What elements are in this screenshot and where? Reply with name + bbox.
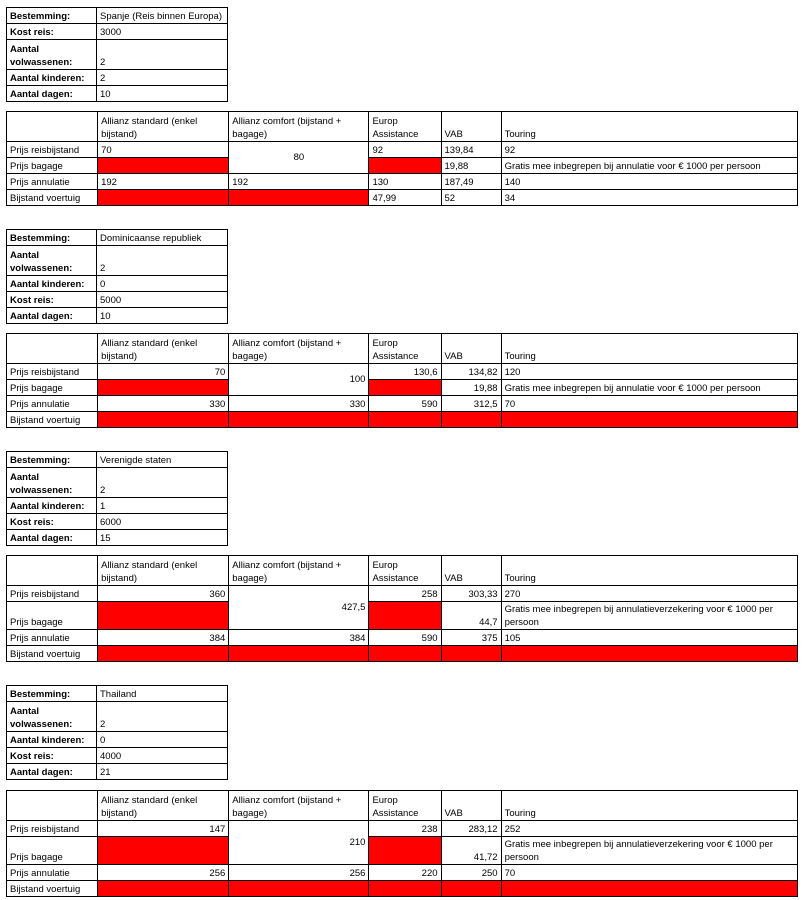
row-label-reisbijstand: Prijs reisbijstand	[7, 821, 98, 837]
cell-touring-voertuig: 34	[501, 190, 797, 206]
adults-label: Aantal volwassenen:	[7, 246, 97, 276]
destination-label: Bestemming:	[7, 8, 97, 24]
row-label-voertuig: Bijstand voertuig	[7, 646, 98, 662]
cell-not-available	[229, 646, 369, 662]
row-label-bagage: Prijs bagage	[7, 602, 98, 630]
cost-value: 4000	[97, 748, 228, 764]
days-value: 21	[97, 764, 228, 780]
cost-value: 3000	[97, 24, 228, 40]
row-label-annulatie: Prijs annulatie	[7, 630, 98, 646]
header-allianz-standard: Allianz standard (enkel bijstand)	[98, 556, 229, 586]
cell-not-available	[229, 881, 369, 897]
trip-3-comparison-table	[6, 555, 798, 662]
adults-label: Aantal volwassenen:	[7, 468, 97, 498]
header-europ-assistance: Europ Assistance	[369, 112, 441, 142]
adults-label: Aantal volwassenen:	[7, 702, 97, 732]
cell-vab-reisbijstand: 134,82	[441, 364, 501, 380]
destination-label: Bestemming:	[7, 686, 97, 702]
cell-vab-annulatie: 312,5	[441, 396, 501, 412]
cell-allianz-comfort-annulatie: 384	[229, 630, 369, 646]
header-allianz-comfort: Allianz comfort (bijstand + bagage)	[229, 556, 369, 586]
header-allianz-standard: Allianz standard (enkel bijstand)	[98, 112, 229, 142]
cell-not-available	[441, 881, 501, 897]
cell-touring-reisbijstand: 92	[501, 142, 797, 158]
days-label: Aantal dagen:	[7, 764, 97, 780]
adults-label: Aantal volwassenen:	[7, 40, 97, 70]
cell-touring-reisbijstand: 120	[501, 364, 797, 380]
cell-touring-bagage: Gratis mee inbegrepen bij annulatie voor € 1000 per persoon	[501, 158, 797, 174]
cell-not-available	[441, 412, 501, 428]
children-label: Aantal kinderen:	[7, 276, 97, 292]
cell-touring-bagage: Gratis mee inbegrepen bij annulatieverzekering voor € 1000 per persoon	[501, 602, 797, 630]
header-allianz-standard: Allianz standard (enkel bijstand)	[98, 791, 229, 821]
days-value: 10	[97, 308, 228, 324]
row-label-bagage: Prijs bagage	[7, 158, 98, 174]
cell-not-available	[229, 190, 369, 206]
header-touring: Touring	[501, 791, 797, 821]
cell-vab-bagage: 19,88	[441, 158, 501, 174]
cell-vab-reisbijstand: 139,84	[441, 142, 501, 158]
header-blank	[7, 791, 98, 821]
cell-allianz-comfort-annulatie: 330	[229, 396, 369, 412]
header-vab: VAB	[441, 791, 501, 821]
cell-allianz-comfort-annulatie: 192	[229, 174, 369, 190]
cell-allianz-comfort-combined: 427,5	[229, 586, 369, 630]
header-allianz-comfort: Allianz comfort (bijstand + bagage)	[229, 112, 369, 142]
cell-europ-reisbijstand: 258	[369, 586, 441, 602]
header-allianz-standard: Allianz standard (enkel bijstand)	[98, 334, 229, 364]
cell-not-available	[98, 380, 229, 396]
cell-europ-voertuig: 47,99	[369, 190, 441, 206]
cell-touring-annulatie: 140	[501, 174, 797, 190]
cell-allianz-std-annulatie: 256	[98, 865, 229, 881]
children-label: Aantal kinderen:	[7, 732, 97, 748]
destination-value: Dominicaanse republiek	[97, 230, 228, 246]
cell-not-available	[369, 412, 441, 428]
cell-not-available	[369, 837, 441, 865]
children-value: 2	[97, 70, 228, 86]
header-blank	[7, 112, 98, 142]
cell-not-available	[369, 602, 441, 630]
row-label-voertuig: Bijstand voertuig	[7, 881, 98, 897]
cell-allianz-comfort-annulatie: 256	[229, 865, 369, 881]
cell-allianz-std-annulatie: 192	[98, 174, 229, 190]
cell-touring-reisbijstand: 252	[501, 821, 797, 837]
cell-allianz-std-reisbijstand: 360	[98, 586, 229, 602]
cost-label: Kost reis:	[7, 24, 97, 40]
cell-europ-annulatie: 220	[369, 865, 441, 881]
cost-label: Kost reis:	[7, 292, 97, 308]
cell-vab-annulatie: 187,49	[441, 174, 501, 190]
cell-not-available	[501, 646, 797, 662]
cell-vab-reisbijstand: 303,33	[441, 586, 501, 602]
cell-touring-annulatie: 105	[501, 630, 797, 646]
row-label-annulatie: Prijs annulatie	[7, 174, 98, 190]
cell-not-available	[98, 158, 229, 174]
cell-not-available	[369, 158, 441, 174]
trip-2-comparison-table	[6, 333, 798, 428]
destination-value: Verenigde staten	[97, 452, 228, 468]
adults-value: 2	[97, 468, 228, 498]
days-label: Aantal dagen:	[7, 530, 97, 546]
header-blank	[7, 334, 98, 364]
row-label-reisbijstand: Prijs reisbijstand	[7, 364, 98, 380]
destination-label: Bestemming:	[7, 230, 97, 246]
cell-touring-reisbijstand: 270	[501, 586, 797, 602]
cell-not-available	[369, 646, 441, 662]
cell-allianz-std-reisbijstand: 147	[98, 821, 229, 837]
row-label-reisbijstand: Prijs reisbijstand	[7, 586, 98, 602]
cell-not-available	[98, 837, 229, 865]
row-label-annulatie: Prijs annulatie	[7, 865, 98, 881]
cell-not-available	[98, 881, 229, 897]
cell-vab-voertuig: 52	[441, 190, 501, 206]
header-europ-assistance: Europ Assistance	[369, 334, 441, 364]
cell-not-available	[501, 412, 797, 428]
cell-europ-annulatie: 590	[369, 396, 441, 412]
header-allianz-comfort: Allianz comfort (bijstand + bagage)	[229, 791, 369, 821]
cell-vab-bagage: 41,72	[441, 837, 501, 865]
children-value: 0	[97, 276, 228, 292]
destination-value: Thailand	[97, 686, 228, 702]
cost-label: Kost reis:	[7, 514, 97, 530]
header-europ-assistance: Europ Assistance	[369, 791, 441, 821]
row-label-voertuig: Bijstand voertuig	[7, 190, 98, 206]
destination-value: Spanje (Reis binnen Europa)	[97, 8, 228, 24]
cell-not-available	[369, 380, 441, 396]
header-allianz-comfort: Allianz comfort (bijstand + bagage)	[229, 334, 369, 364]
cost-label: Kost reis:	[7, 748, 97, 764]
header-vab: VAB	[441, 556, 501, 586]
header-touring: Touring	[501, 334, 797, 364]
cell-europ-annulatie: 130	[369, 174, 441, 190]
cell-europ-annulatie: 590	[369, 630, 441, 646]
cell-allianz-comfort-combined: 80	[229, 142, 369, 174]
cell-allianz-std-reisbijstand: 70	[98, 142, 229, 158]
children-label: Aantal kinderen:	[7, 70, 97, 86]
adults-value: 2	[97, 702, 228, 732]
days-label: Aantal dagen:	[7, 86, 97, 102]
adults-value: 2	[97, 246, 228, 276]
header-europ-assistance: Europ Assistance	[369, 556, 441, 586]
trip-4-comparison-table	[6, 790, 798, 897]
cell-europ-reisbijstand: 238	[369, 821, 441, 837]
cell-allianz-std-annulatie: 330	[98, 396, 229, 412]
header-vab: VAB	[441, 334, 501, 364]
row-label-bagage: Prijs bagage	[7, 837, 98, 865]
trip-1-info-table	[6, 7, 228, 102]
cell-allianz-comfort-combined: 210	[229, 821, 369, 865]
trip-3-info-table	[6, 451, 228, 546]
children-label: Aantal kinderen:	[7, 498, 97, 514]
cell-allianz-comfort-combined: 100	[229, 364, 369, 396]
destination-label: Bestemming:	[7, 452, 97, 468]
adults-value: 2	[97, 40, 228, 70]
cell-touring-bagage: Gratis mee inbegrepen bij annulatieverzekering voor € 1000 per persoon	[501, 837, 797, 865]
cell-vab-bagage: 44,7	[441, 602, 501, 630]
row-label-voertuig: Bijstand voertuig	[7, 412, 98, 428]
trip-4-info-table	[6, 685, 228, 780]
children-value: 0	[97, 732, 228, 748]
cell-vab-reisbijstand: 283,12	[441, 821, 501, 837]
header-touring: Touring	[501, 112, 797, 142]
row-label-reisbijstand: Prijs reisbijstand	[7, 142, 98, 158]
cell-not-available	[501, 881, 797, 897]
cell-touring-annulatie: 70	[501, 865, 797, 881]
header-touring: Touring	[501, 556, 797, 586]
cell-not-available	[441, 646, 501, 662]
header-vab: VAB	[441, 112, 501, 142]
trip-1-comparison-table	[6, 111, 798, 206]
cost-value: 5000	[97, 292, 228, 308]
cell-not-available	[369, 881, 441, 897]
cell-allianz-std-reisbijstand: 70	[98, 364, 229, 380]
cell-not-available	[98, 602, 229, 630]
children-value: 1	[97, 498, 228, 514]
cell-touring-annulatie: 70	[501, 396, 797, 412]
row-label-annulatie: Prijs annulatie	[7, 396, 98, 412]
days-label: Aantal dagen:	[7, 308, 97, 324]
cell-not-available	[98, 646, 229, 662]
cost-value: 6000	[97, 514, 228, 530]
cell-vab-annulatie: 375	[441, 630, 501, 646]
trip-2-info-table	[6, 229, 228, 324]
cell-not-available	[98, 190, 229, 206]
cell-vab-bagage: 19,88	[441, 380, 501, 396]
cell-touring-bagage: Gratis mee inbegrepen bij annulatie voor € 1000 per persoon	[501, 380, 797, 396]
cell-vab-annulatie: 250	[441, 865, 501, 881]
row-label-bagage: Prijs bagage	[7, 380, 98, 396]
days-value: 10	[97, 86, 228, 102]
cell-allianz-std-annulatie: 384	[98, 630, 229, 646]
days-value: 15	[97, 530, 228, 546]
cell-europ-reisbijstand: 92	[369, 142, 441, 158]
cell-not-available	[98, 412, 229, 428]
header-blank	[7, 556, 98, 586]
cell-europ-reisbijstand: 130,6	[369, 364, 441, 380]
cell-not-available	[229, 412, 369, 428]
